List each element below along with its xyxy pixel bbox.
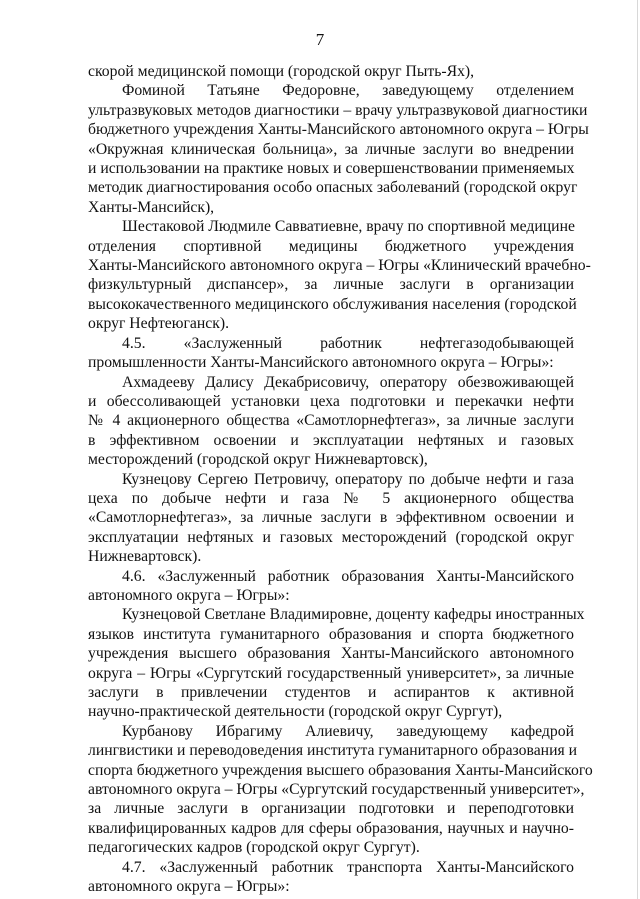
text-line: 4.6. «Заслуженный работник образования Ханты-Мансийского (122, 567, 574, 585)
text-line: лингвистики и переводоведения института гуманитарного образования и (88, 742, 577, 760)
text-line: учреждения высшего образования Ханты-Мансийского автономного (88, 645, 574, 663)
text-line: Ханты-Мансийск), (88, 198, 215, 216)
paragraph-award-ahmadeevu (88, 373, 574, 470)
document-body (88, 62, 593, 896)
text-line: округ Нефтеюганск). (88, 315, 230, 333)
text-line: скорой медицинской помощи (городской округ Пыть-Ях), (88, 63, 475, 80)
section-heading-4-7 (88, 858, 574, 897)
text-line: месторождений (городской округ Нижневартовск), (88, 451, 428, 469)
text-line: за личные заслуги в организации подготовки и переподготовки (88, 800, 574, 818)
text-line: заслуги в привлечении студентов и аспирантов к активной (88, 684, 574, 701)
text-line: эксплуатации нефтяных и газовых месторождений (городской округ (88, 528, 574, 546)
text-line: спорта бюджетного учреждения высшего образования Ханты-Мансийского (88, 761, 593, 779)
text-line: Кузнецовой Светлане Владимировне, доценту кафедры иностранных (122, 606, 585, 624)
page-edge-line (637, 0, 638, 899)
text-line: автономного округа – Югры «Сургутский государственный университет», (88, 781, 585, 799)
text-line: языков института гуманитарного образования и спорта бюджетного (88, 625, 574, 643)
text-line: квалифицированных кадров для сферы образования, научных и научно- (88, 819, 574, 837)
section-heading-4-5 (88, 334, 574, 373)
text-line: бюджетного учреждения Ханты-Мансийского автономного округа – Югры (88, 121, 589, 139)
text-line: Ахмадееву Далису Декабрисовичу, оператору обезвоживающей (122, 373, 574, 391)
text-line: «Самотлорнефтегаз», за личные заслуги в эффективном освоении и (88, 509, 574, 527)
section-heading-4-6 (88, 567, 574, 606)
text-line: Ханты-Мансийского автономного округа – Югры «Клинический врачебно- (88, 257, 591, 275)
text-line: Шестаковой Людмиле Савватиевне, врачу по спортивной медицине (122, 218, 575, 236)
text-line: № 4 акционерного общества «Самотлорнефтегаз», за личные заслуги (88, 412, 574, 430)
text-line: Нижневартовск). (88, 548, 202, 566)
paragraph-award-kuznetsovoy (88, 605, 585, 721)
paragraph-award-kuznetsovu (88, 470, 574, 567)
text-line: методик диагностирования особо опасных заболеваний (городской округ (88, 179, 578, 197)
text-line: «Окружная клиническая больница», за личные заслуги во внедрении (88, 140, 574, 158)
text-line: Фоминой Татьяне Федоровне, заведующему отделением (122, 82, 574, 100)
text-line: цеха по добыче нефти и газа № 5 акционерного общества (88, 489, 574, 507)
text-line: автономного округа – Югры»: (88, 586, 290, 604)
text-line: Кузнецову Сергею Петровичу, оператору по добыче нефти и газа (122, 470, 574, 488)
text-line: ультразвуковых методов диагностики – врачу ультразвуковой диагностики (88, 101, 588, 119)
text-line: в эффективном освоении и эксплуатации нефтяных и газовых (88, 431, 574, 449)
text-line: Курбанову Ибрагиму Алиевичу, заведующему кафедрой (122, 722, 574, 740)
text-line: высококачественного медицинского обслуживания населения (городской (88, 295, 577, 313)
text-line: отделения спортивной медицины бюджетного учреждения (88, 237, 574, 255)
text-line: округа – Югры «Сургутский государственный университет», за личные (88, 664, 574, 682)
text-line: педагогических кадров (городской округ Сургут). (88, 839, 420, 857)
paragraph-continuation (88, 62, 574, 81)
text-line: научно-практической деятельности (городской округ Сургут), (88, 703, 503, 721)
text-line: 4.5. «Заслуженный работник нефтегазодобывающей (122, 334, 574, 352)
paragraph-award-shestakovoy (88, 217, 591, 333)
text-line: физкультурный диспансер», за личные заслуги в организации (88, 276, 574, 294)
text-line: и использовании на практике новых и совершенствовании применяемых (88, 160, 575, 178)
paragraph-award-kurbanovu (88, 722, 593, 858)
paragraph-award-fominoy (88, 81, 589, 217)
text-line: 4.7. «Заслуженный работник транспорта Ханты-Мансийского (122, 858, 574, 876)
page-number: 7 (315, 30, 325, 49)
text-line: и обессоливающей установки цеха подготовки и перекачки нефти (88, 392, 574, 410)
text-line: автономного округа – Югры»: (88, 878, 290, 896)
text-line: промышленности Ханты-Мансийского автономного округа – Югры»: (88, 354, 554, 372)
